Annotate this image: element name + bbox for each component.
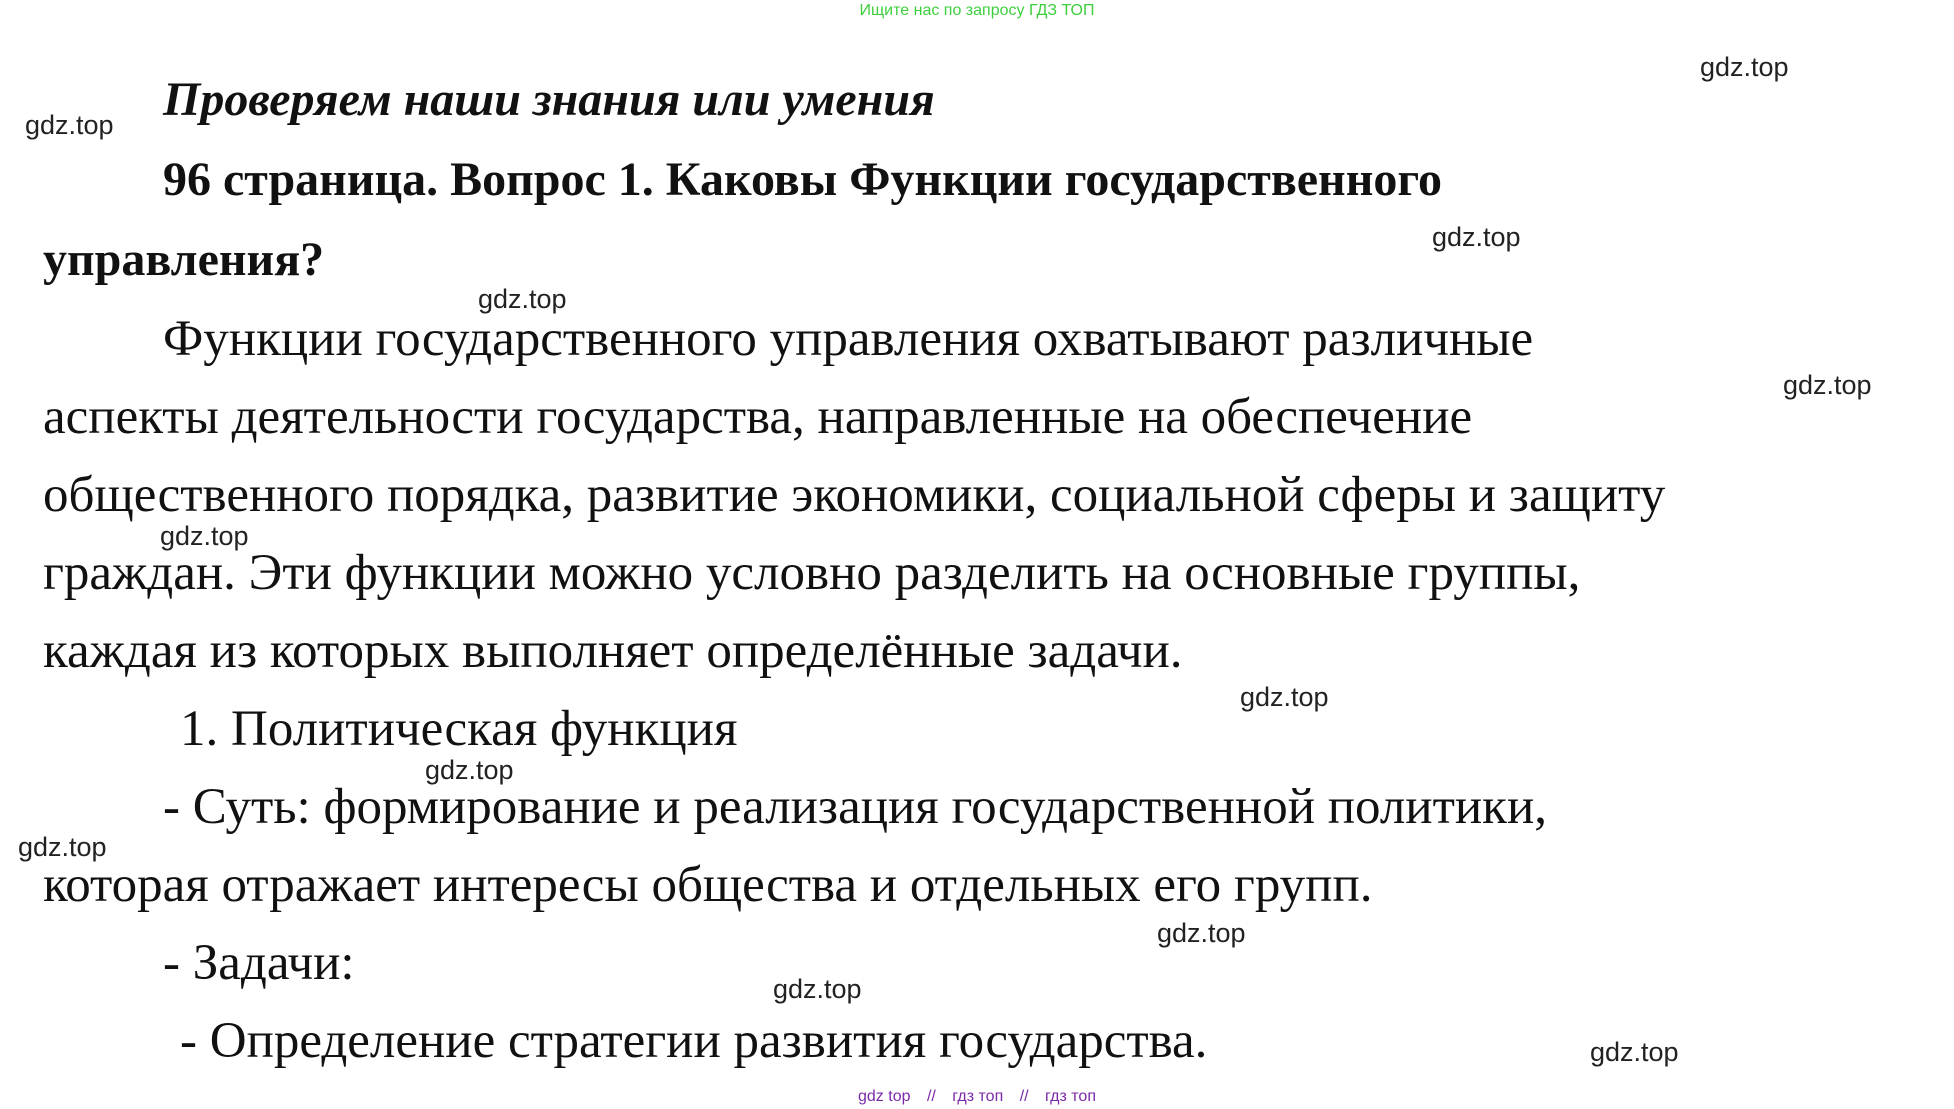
watermark: gdz.top bbox=[18, 832, 107, 862]
watermark: gdz.top bbox=[160, 521, 249, 551]
footer-link[interactable]: гдз топ bbox=[952, 1088, 1004, 1105]
function-title: 1. Политическая функция bbox=[180, 701, 738, 757]
paragraph-line-5: каждая из которых выполняет определённые задачи. bbox=[43, 623, 1183, 679]
paragraph-line-2: аспекты деятельности государства, направленные на обеспечение bbox=[43, 389, 1473, 445]
watermark: gdz.top bbox=[1432, 222, 1521, 252]
footer-separator: // bbox=[926, 1088, 936, 1105]
footer-links bbox=[0, 1088, 1954, 1106]
paragraph-line-1: Функции государственного управления охватывают различные bbox=[163, 311, 1534, 367]
watermark: gdz.top bbox=[1700, 52, 1789, 82]
footer-link[interactable]: gdz top bbox=[858, 1088, 911, 1105]
footer-link[interactable]: гдз топ bbox=[1045, 1088, 1096, 1105]
task-item: - Определение стратегии развития государства. bbox=[180, 1013, 1208, 1069]
essence-line-2: которая отражает интересы общества и отдельных его групп. bbox=[43, 857, 1373, 913]
essence-line-1: - Суть: формирование и реализация государственной политики, bbox=[163, 779, 1547, 835]
top-banner[interactable]: Ищите нас по запросу ГДЗ ТОП bbox=[859, 2, 1095, 19]
watermark: gdz.top bbox=[25, 110, 114, 140]
watermark: gdz.top bbox=[425, 755, 514, 785]
watermark: gdz.top bbox=[1590, 1037, 1679, 1067]
footer-separator: // bbox=[1019, 1088, 1029, 1105]
watermark: gdz.top bbox=[773, 974, 862, 1004]
watermark: gdz.top bbox=[1783, 370, 1872, 400]
watermark: gdz.top bbox=[478, 284, 567, 314]
watermark: gdz.top bbox=[1157, 918, 1246, 948]
question-line-1: 96 страница. Вопрос 1. Каковы Функции государственного bbox=[163, 153, 1442, 206]
question-line-2: управления? bbox=[43, 233, 325, 286]
paragraph-line-3: общественного порядка, развитие экономики, социальной сферы и защиту bbox=[43, 467, 1666, 523]
tasks-label: - Задачи: bbox=[163, 935, 355, 991]
section-heading: Проверяем наши знания или умения bbox=[163, 73, 935, 126]
watermark: gdz.top bbox=[1240, 682, 1329, 712]
paragraph-line-4: граждан. Эти функции можно условно разделить на основные группы, bbox=[43, 545, 1581, 601]
